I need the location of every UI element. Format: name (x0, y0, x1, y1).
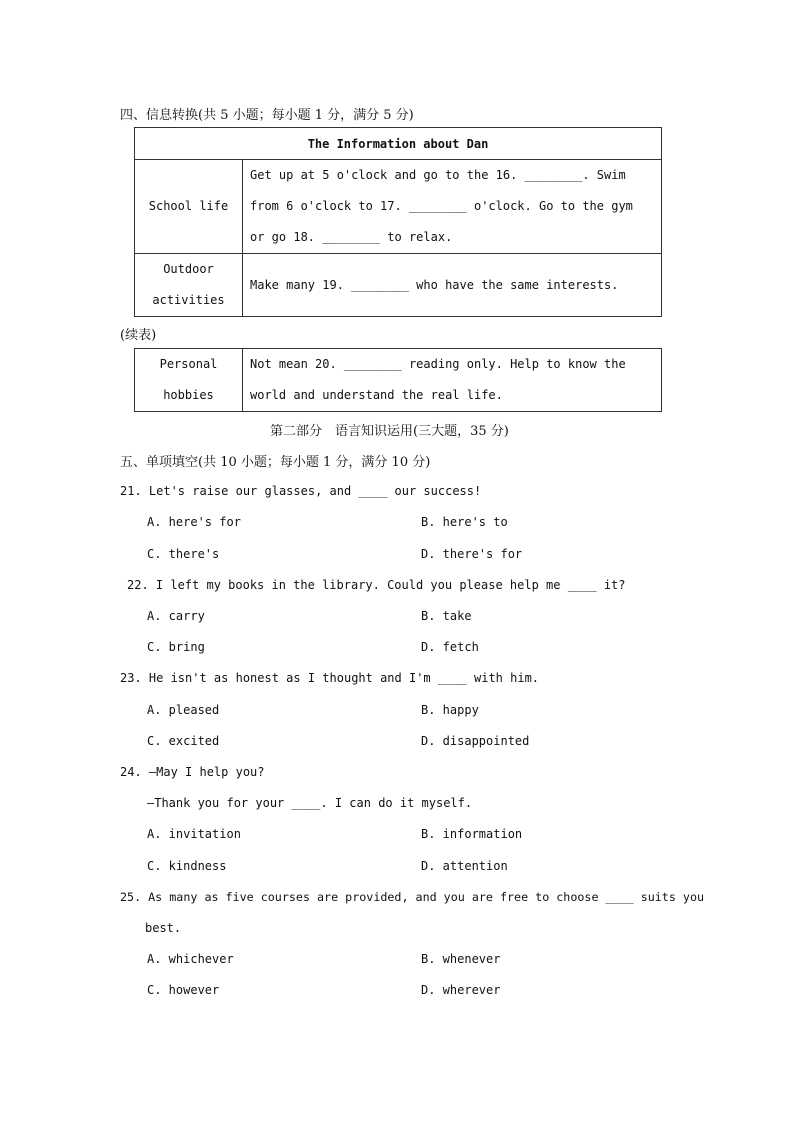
option: B. take (421, 609, 472, 623)
section-5-heading: 五、单项填空(共 10 小题；每小题 1 分，满分 10 分) (120, 455, 431, 470)
question-stem: 21. Let's raise our glasses, and ____ our success! (120, 484, 482, 498)
question-stem: 23. He isn't as honest as I thought and I'm ____ with him. (120, 671, 540, 685)
row-label: Personal hobbies (135, 349, 243, 412)
option: A. invitation (147, 827, 241, 841)
option: C. there's (147, 547, 220, 561)
option: D. wherever (421, 983, 501, 997)
option: A. carry (147, 609, 205, 623)
option: C. bring (147, 640, 205, 654)
continued-label: (续表) (120, 328, 157, 343)
row-content: Not mean 20. ________ reading only. Help to know the world and understand the real life. (243, 349, 662, 412)
question-stem: 22. I left my books in the library. Could you please help me ____ it? (127, 578, 626, 592)
option: C. excited (147, 734, 220, 748)
option: A. here's for (147, 515, 241, 529)
option: C. kindness (147, 859, 227, 873)
table-row (135, 160, 662, 254)
table-title: The Information about Dan (135, 128, 662, 160)
info-table (134, 127, 662, 317)
part-2-heading: 第二部分 语言知识运用(三大题，35 分) (270, 424, 509, 439)
option: A. whichever (147, 952, 234, 966)
option: B. happy (421, 703, 479, 717)
option: B. here's to (421, 515, 508, 529)
row-label: School life (135, 160, 243, 254)
question-stem-line-2: —Thank you for your ____. I can do it myself. (147, 796, 473, 810)
info-table-continued (134, 348, 662, 412)
question-stem: 25. As many as five courses are provided, and you are free to choose ____ suits you (120, 890, 705, 904)
option: A. pleased (147, 703, 220, 717)
table-row (135, 254, 662, 317)
row-content: Get up at 5 o'clock and go to the 16. ________. Swim from 6 o'clock to 17. ________ o'clock. Go to the gym or go 18. ________ to relax. (243, 160, 662, 254)
option: C. however (147, 983, 220, 997)
row-label: Outdoor activities (135, 254, 243, 317)
row-content: Make many 19. ________ who have the same interests. (243, 254, 662, 317)
option: D. attention (421, 859, 508, 873)
option: D. fetch (421, 640, 479, 654)
question-stem-line-2: best. (145, 921, 182, 935)
table-row (135, 349, 662, 412)
question-stem: 24. —May I help you? (120, 765, 265, 779)
option: D. there's for (421, 547, 523, 561)
option: B. whenever (421, 952, 501, 966)
section-4-heading: 四、信息转换(共 5 小题；每小题 1 分，满分 5 分) (120, 108, 414, 123)
option: B. information (421, 827, 523, 841)
option: D. disappointed (421, 734, 530, 748)
